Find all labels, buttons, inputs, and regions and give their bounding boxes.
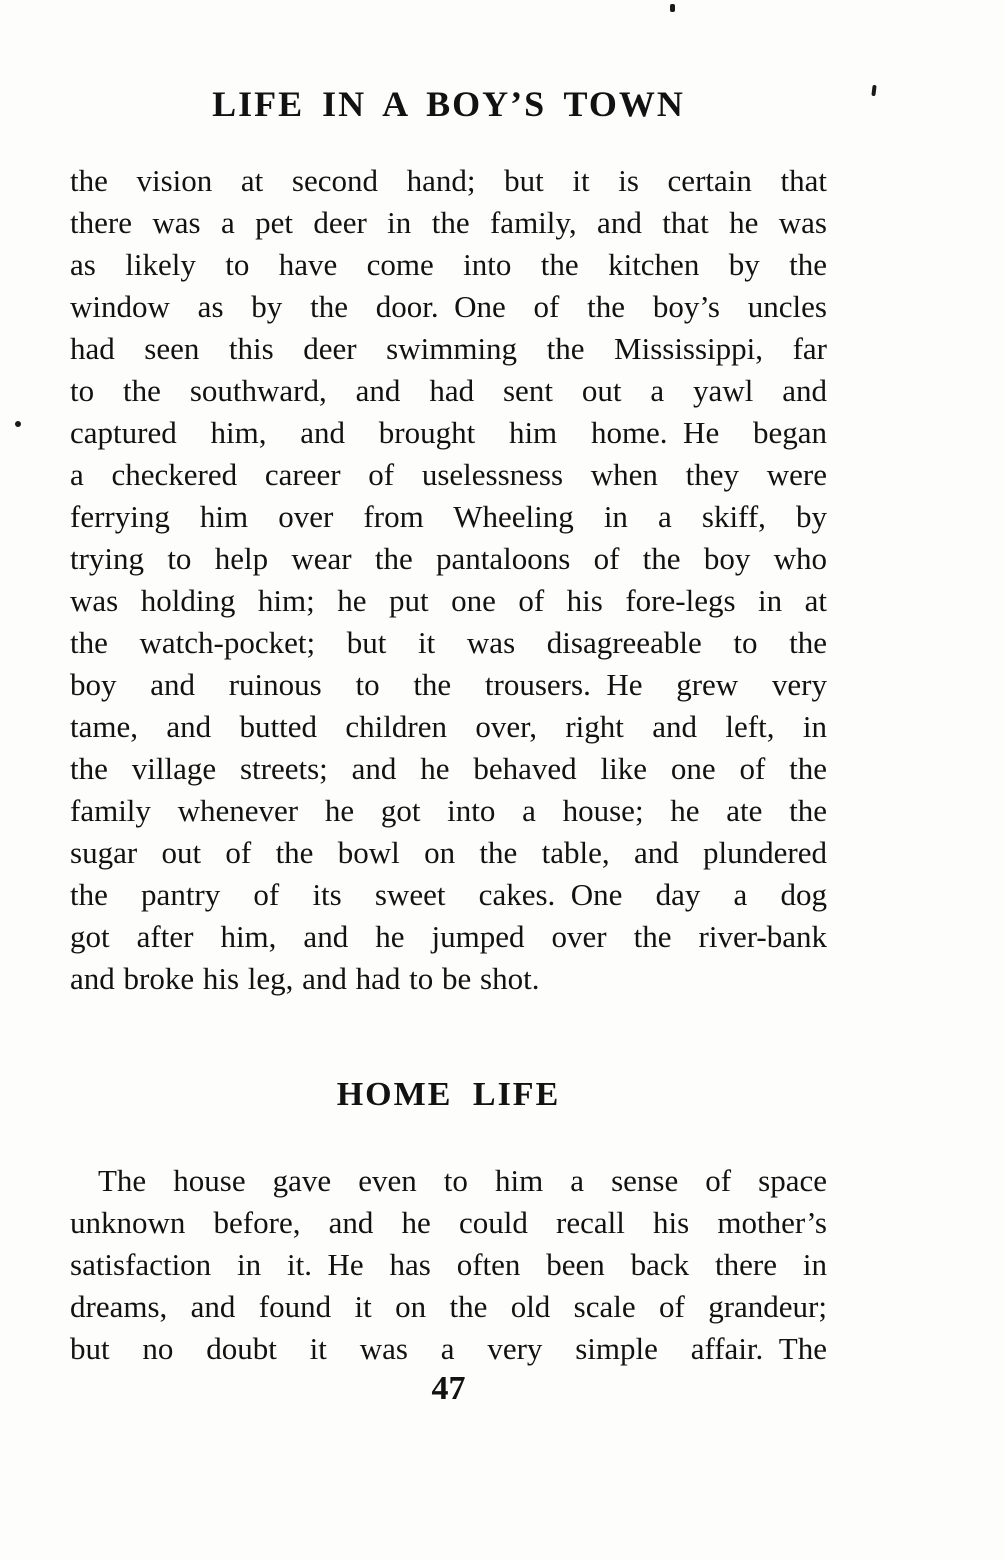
- section-heading: HOME LIFE: [336, 1076, 561, 1113]
- body-line: dreams, and found it on the old scale of grandeur;: [70, 1289, 827, 1324]
- paragraph-2: [70, 1160, 827, 1370]
- body-line: satisfaction in it. He has often been back there in: [70, 1247, 827, 1282]
- body-line: family whenever he got into a house; he ate the: [70, 793, 827, 828]
- body-line: window as by the door. One of the boy’s uncles: [70, 289, 827, 324]
- body-line: The house gave even to him a sense of space: [98, 1163, 827, 1198]
- paragraph-1: [70, 160, 827, 1000]
- body-line: but no doubt it was a very simple affair. The: [70, 1331, 827, 1366]
- body-line: to the southward, and had sent out a yawl and: [70, 373, 827, 408]
- body-line: a checkered career of uselessness when they were: [70, 457, 827, 492]
- body-line: sugar out of the bowl on the table, and plundered: [70, 835, 827, 870]
- running-head: LIFE IN A BOY’S TOWN: [212, 84, 685, 124]
- body-line: the vision at second hand; but it is certain that: [70, 163, 827, 198]
- body-line: had seen this deer swimming the Mississippi, far: [70, 331, 827, 366]
- body-line: the pantry of its sweet cakes. One day a dog: [70, 877, 827, 912]
- body-line: was holding him; he put one of his fore-legs in at: [70, 583, 827, 618]
- body-line: ferrying him over from Wheeling in a skiff, by: [70, 499, 827, 534]
- body-line: the village streets; and he behaved like one of the: [70, 751, 827, 786]
- body-line: unknown before, and he could recall his mother’s: [70, 1205, 827, 1240]
- body-line: the watch-pocket; but it was disagreeable to the: [70, 625, 827, 660]
- body-line: tame, and butted children over, right and left, in: [70, 709, 827, 744]
- scan-speck: [15, 421, 21, 427]
- body-line: as likely to have come into the kitchen by the: [70, 247, 827, 282]
- body-line: trying to help wear the pantaloons of the boy who: [70, 541, 827, 576]
- body-line: boy and ruinous to the trousers. He grew very: [70, 667, 827, 702]
- scan-speck: [871, 85, 876, 96]
- body-line: got after him, and he jumped over the river-bank: [70, 919, 827, 954]
- body-line: there was a pet deer in the family, and that he was: [70, 205, 827, 240]
- scan-speck: [670, 4, 675, 12]
- body-line: captured him, and brought him home. He began: [70, 415, 827, 450]
- page-number: 47: [431, 1370, 466, 1407]
- body-line: and broke his leg, and had to be shot.: [70, 961, 540, 996]
